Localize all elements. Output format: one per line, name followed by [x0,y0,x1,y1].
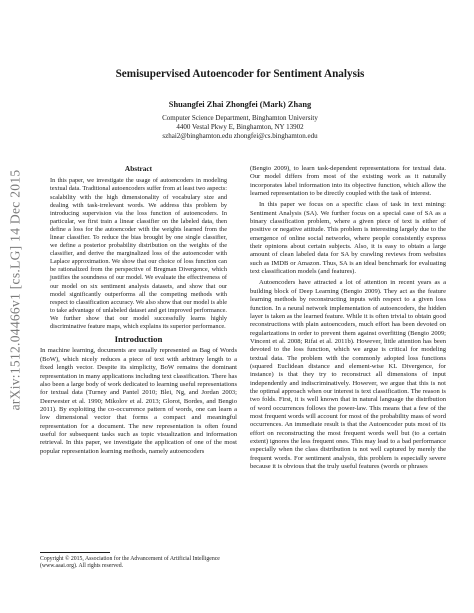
arxiv-identifier-stamp [4,150,26,430]
footnote-rule [40,552,110,553]
introduction-paragraph-1: In machine learning, documents are usually represented as Bag of Words (BoW), which nicely reduces a piece of text with arbitrary length to a fixed length vector. Despite its simplicity, BoW remains the dominant representation in many applications including text classification. There has also been a large body of work dedicated to learning useful representations for textual data (Turney and Pantel 2010; Blei, Ng, and Jordan 2003; Deerwester et al. 1990; Mikolov et al. 2013; Glorot, Bordes, and Bengio 2011). By exploiting the co-occurrence pattern of words, one can learn a low dimensional vector that forms a compact and meaningful representation for a document. The new representation is often found useful for subsequent tasks such as topic visualization and information retrieval. In this paper, we investigate the application of one of the most popular representation learning methods, namely autoencoders [40,347,237,455]
paper-authors: Shuangfei Zhai Zhongfei (Mark) Zhang [168,100,312,109]
affiliation-address: 4400 Vestal Pkwy E, Binghamton, NY 13902 [176,123,304,131]
introduction-section [40,335,237,456]
abstract-section [40,165,237,331]
abstract-text: In this paper, we investigate the usage of autoencoders in modeling textual data. Traditional autoencoders suffer from at least two aspects: scalability with the high dimensionality of vocabulary size and dealing with task-irrelevant words. We address this problem by introducing supervision via the loss function of autoencoders. In particular, we first train a linear classifier on the labeled data, then define a loss for the autoencoder with the weights learned from the linear classifier. To reduce the bias brought by one single classifier, we define a posterior probability distribution on the weights of the classifier, and derive the marginalized loss of the autoencoder with Laplace approximation. We show that our choice of loss function can be rationalized from the perspective of Bregman Divergence, which justifies the soundness of our model. We evaluate the effectiveness of our model on six sentiment analysis datasets, and show that our model significantly outperforms all the competing methods with respect to classification accuracy. We also show that our model is able to take advantage of unlabeled dataset and get improved performance. We further show that our model successfully learns highly discriminative feature maps, which explains its superior performance. [50,177,227,331]
right-paragraph-sentiment: In this paper we focus on a specific class of task in text mining: Sentiment Analysis (SA). We further focus on a special case of SA as a binary classification problem, where a given piece of text is either of positive or negative attitude. This problem is interesting largely due to the emergence of online social networks, where people consistently express their opinions about certain subjects. Also, it is easy to obtain a large amount of clean labeled data for SA by crawling reviews from websites such as IMDB or Amazon. Thus, SA is an ideal benchmark for evaluating text classification models (and features). [250,201,446,276]
copyright-footnote: Copyright © 2015, Association for the Advancement of Artificial Intelligence (www.aaai.org). All rights reserved. [40,556,220,570]
abstract-heading: Abstract [124,164,153,173]
right-column [250,165,446,474]
left-column [40,165,237,459]
affiliation-department: Computer Science Department, Binghamton University [162,114,318,122]
arxiv-identifier: arXiv:1512.04466v1 [cs.LG] 14 Dec 2015 [7,169,23,411]
introduction-heading: Introduction [114,334,163,345]
right-paragraph-continued: (Bengio 2009), to learn task-dependent representations for textual data. Our model differs from most of the existing work as it naturally incorporates label information into its objective function, which allow the learned representation to be directly coupled with the task of interest. [250,165,446,198]
right-paragraph-autoencoders: Autoencoders have attracted a lot of attention in recent years as a building block of Deep Learning (Bengio 2009). They act as the feature learning methods by reconstructing inputs with respect to a given loss function. In a neural network implementation of autoencoders, the hidden layer is taken as the learned feature. While it is often trivial to obtain good reconstructions with plain autoencoders, much effort has been devoted on regularizations in order to prevent them against overfitting (Bengio 2009; Vincent et al. 2008; Rifai et al. 2011b). However, little attention has been devoted to the loss function, which we argue is critical for modeling textual data. The problem with the commonly adopted loss functions (squared Euclidean distance and element-wise KL Divergence, for instance) is that they try to reconstruct all dimensions of input independently and indiscriminatively. However, we argue that this is not the optimal approach when our interest is text classification. The reason is two folds. First, it is well known that in natural language the distribution of word occurrences follows the power-law. This means that a few of the most frequent words will account for most of the probability mass of word occurrences. An immediate result is that the Autoencoder puts most of its effort on reconstructing the most frequent words well but (to a certain extent) ignores the less frequent ones. This may lead to a bad performance especially when the class distribution is not well captured by merely the frequent words. For sentiment analysis, this problem is especially severe because it is obvious that the truly useful features (words or phrases [250,279,446,471]
affiliation-emails: szhai2@binghamton.edu zhongfei@cs.binghamton.edu [162,132,318,140]
paper-title: Semisupervised Autoencoder for Sentiment Analysis [115,68,365,80]
